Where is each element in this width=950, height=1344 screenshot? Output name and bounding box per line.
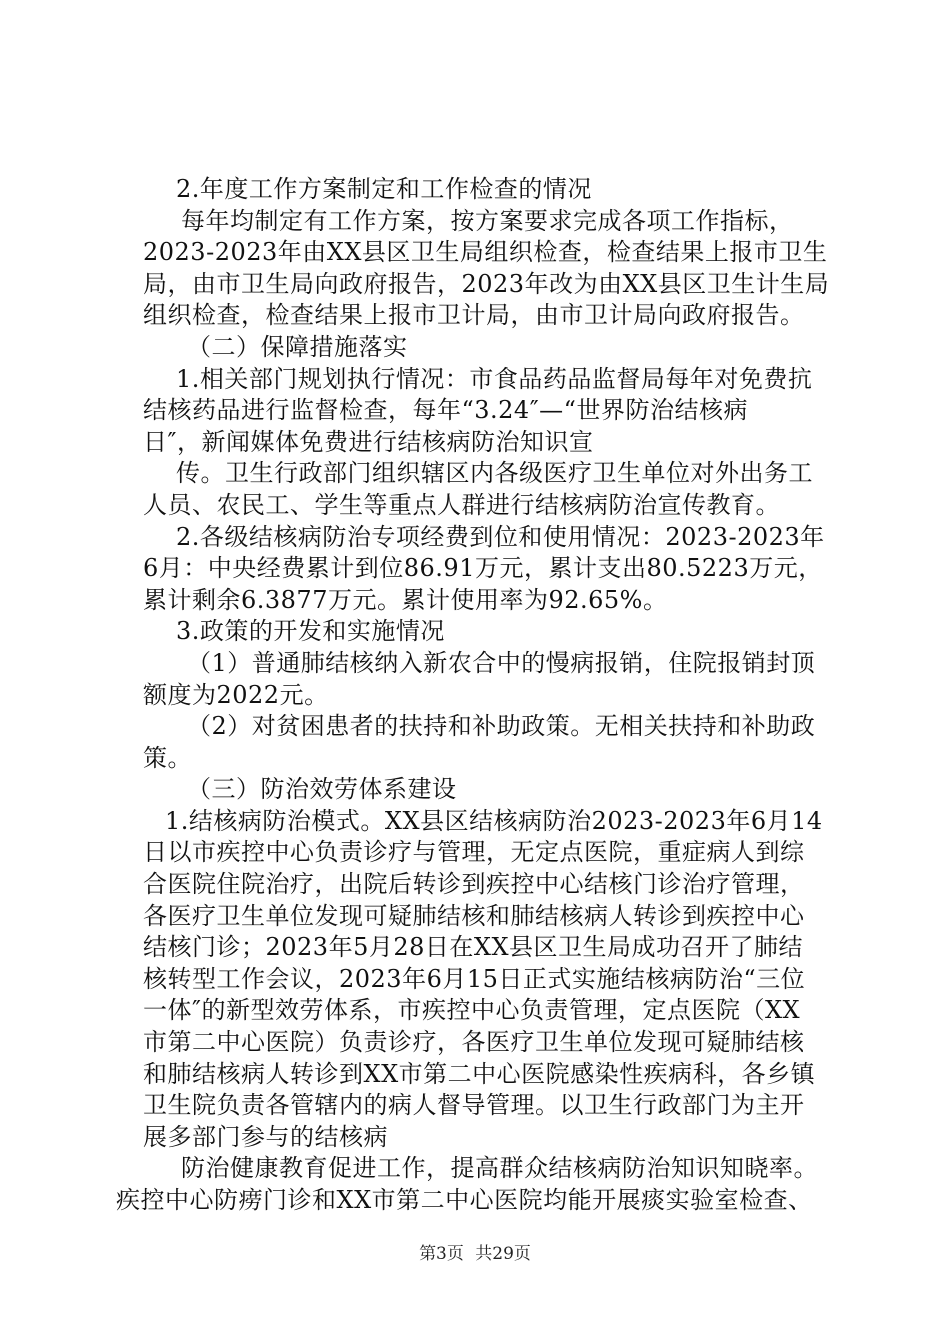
- paragraph-line: 累计剩余6.3877万元。累计使用率为92.65%。: [143, 585, 668, 614]
- paragraph-line: 6月：中央经费累计到位86.91万元，累计支出80.5223万元，: [143, 554, 823, 583]
- paragraph-line: 和肺结核病人转诊到XX市第二中心医院感染性疾病科，各乡镇: [143, 1059, 816, 1088]
- heading-policy: 3.政策的开发和实施情况: [176, 617, 445, 646]
- paragraph-line: 传。卫生行政部门组织辖区内各级医疗卫生单位对外出务工: [176, 459, 813, 488]
- heading-annual-plan: 2.年度工作方案制定和工作检查的情况: [176, 175, 592, 203]
- paragraph-line: 日″，新闻媒体免费进行结核病防治知识宣: [143, 427, 594, 456]
- paragraph-line: 每年均制定有工作方案，按方案要求完成各项工作指标，: [181, 206, 794, 235]
- paragraph-line: 日以市疾控中心负责诊疗与管理，无定点医院，重症病人到综: [143, 838, 805, 867]
- paragraph-line: 疾控中心防痨门诊和XX市第二中心医院均能开展痰实验室检查、: [116, 1186, 813, 1214]
- paragraph-line: 局，由市卫生局向政府报告，2023年改为由XX县区卫生计生局: [143, 269, 830, 298]
- paragraph-line: 展多部门参与的结核病: [143, 1122, 388, 1151]
- paragraph-line: 人员、农民工、学生等重点人群进行结核病防治宣传教育。: [143, 490, 780, 519]
- paragraph-line: 组织检查，检查结果上报市卫计局，由市卫计局向政府报告。: [143, 301, 805, 330]
- paragraph-line: 合医院住院治疗，出院后转诊到疾控中心结核门诊治疗管理，: [143, 870, 805, 899]
- paragraph-line: 策。: [143, 743, 192, 772]
- paragraph-line: 额度为2022元。: [143, 680, 329, 709]
- page-total: 共29页: [475, 1244, 531, 1264]
- paragraph-line: 市第二中心医院）负责诊疗，各医疗卫生单位发现可疑肺结核: [143, 1028, 805, 1057]
- paragraph-line: 核转型工作会议，2023年6月15日正式实施结核病防治“三位: [143, 964, 806, 993]
- paragraph-line: 结核药品进行监督检查，每年“3.24″—“世界防治结核病: [143, 396, 748, 425]
- paragraph-line: 2023-2023年由XX县区卫生局组织检查，检查结果上报市卫生: [143, 238, 828, 267]
- paragraph-line: 各医疗卫生单位发现可疑肺结核和肺结核病人转诊到疾控中心: [143, 901, 805, 930]
- paragraph-line: （1）普通肺结核纳入新农合中的慢病报销，住院报销封顶: [187, 648, 816, 677]
- page-number: 第3页: [419, 1244, 464, 1264]
- paragraph-line: 1.结核病防治模式。XX县区结核病防治2023-2023年6月14: [165, 806, 823, 835]
- page-footer: [0, 1243, 950, 1265]
- document-body: [116, 174, 843, 1217]
- paragraph-line: 1.相关部门规划执行情况：市食品药品监督局每年对免费抗: [176, 364, 813, 393]
- paragraph-line: 一体″的新型效劳体系，市疾控中心负责管理，定点医院（XX: [143, 996, 801, 1025]
- paragraph-line: 结核门诊；2023年5月28日在XX县区卫生局成功召开了肺结: [143, 933, 804, 962]
- section-heading-safeguards: （二）保障措施落实: [187, 332, 408, 361]
- section-heading-service-system: （三）防治效劳体系建设: [187, 775, 457, 804]
- paragraph-line: （2）对贫困患者的扶持和补助政策。无相关扶持和补助政: [187, 712, 816, 741]
- paragraph-line: 防治健康教育促进工作，提高群众结核病防治知识知晓率。: [181, 1154, 818, 1183]
- paragraph-line: 卫生院负责各管辖内的病人督导管理。以卫生行政部门为主开: [143, 1091, 805, 1120]
- paragraph-line: 2.各级结核病防治专项经费到位和使用情况：2023-2023年: [176, 522, 825, 551]
